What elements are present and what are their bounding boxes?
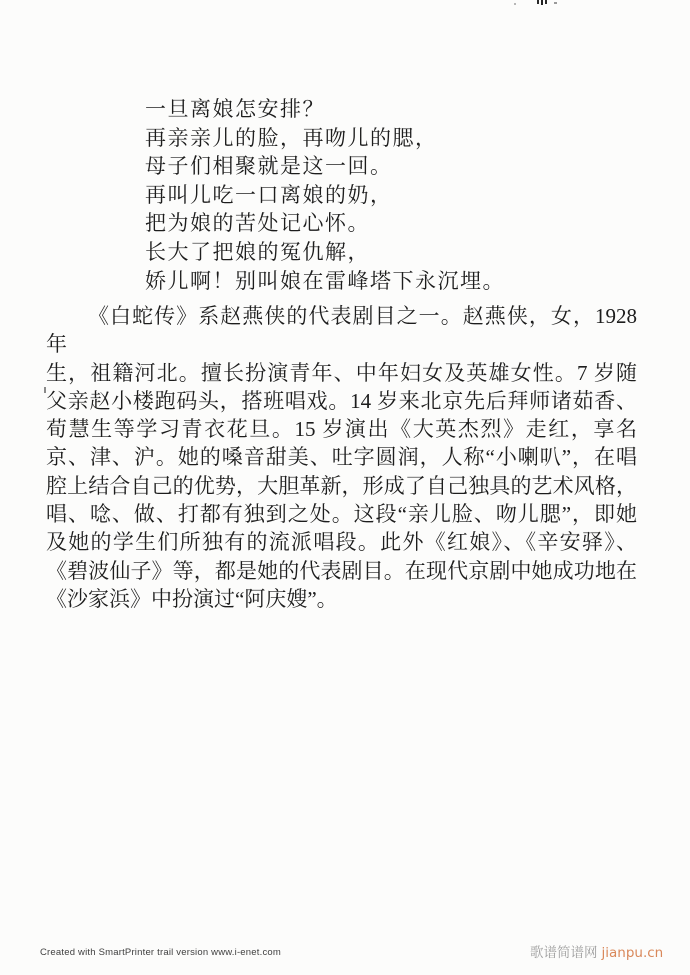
lyric-verse-line: 长大了把娘的冤仇解， — [145, 239, 370, 264]
lyric-verse-line: 娇儿啊！别叫娘在雷峰塔下永沉埋。 — [145, 268, 505, 293]
scan-artifact-tick — [537, 0, 539, 4]
biography-line: 唱、唸、做、打都有独到之处。这段“亲儿脸、吻儿腮”，即她 — [46, 502, 637, 527]
biography-line: 父亲赵小楼跑码头，搭班唱戏。14 岁来北京先后拜师诸茹香、 — [46, 388, 637, 413]
scan-artifact-tick — [545, 0, 547, 4]
site-name-label: 歌谱简谱网 — [530, 945, 598, 961]
biography-line: 及她的学生们所独有的流派唱段。此外《红娘》、《辛安驿》、 — [46, 530, 637, 555]
lyric-verse-line: 把为娘的苦处记心怀。 — [145, 211, 370, 236]
biography-line: 《碧波仙子》等，都是她的代表剧目。在现代京剧中她成功地在 — [46, 558, 637, 583]
biography-line: 京、津、沪。她的嗓音甜美、吐字圆润，人称“小喇叭”，在唱 — [46, 445, 637, 470]
lyric-verse-line: 再叫儿吃一口离娘的奶， — [145, 182, 393, 207]
printer-watermark-text: Created with SmartPrinter trail version www.i-enet.com — [40, 947, 281, 958]
lyric-verse-line: 再亲亲儿的脸，再吻儿的腮， — [145, 125, 438, 150]
lyric-verse-line: 母子们相聚就是这一回。 — [145, 154, 393, 179]
scan-artifact-tick — [541, 0, 543, 5]
biography-line: 荀慧生等学习青衣花旦。15 岁演出《大英杰烈》走红，享名 — [46, 417, 637, 442]
scan-artifact-speck — [514, 3, 516, 5]
site-url-label: jianpu.cn — [601, 945, 664, 961]
lyric-verse-block — [145, 95, 505, 295]
biography-line: 《沙家浜》中扮演过“阿庆嫂”。 — [46, 586, 338, 611]
lyric-verse-line: 一旦离娘怎安排？ — [145, 97, 325, 121]
biography-line: 生，祖籍河北。擅长扮演青年、中年妇女及英雄女性。7 岁随 — [46, 360, 637, 385]
site-watermark — [530, 941, 663, 961]
biography-line: 《白蛇传》系赵燕侠的代表剧目之一。赵燕侠，女，1928 年 — [46, 304, 637, 357]
biography-paragraph — [46, 302, 637, 613]
biography-line: 腔上结合自己的优势，大胆革新，形成了自己独具的艺术风格， — [46, 473, 637, 498]
scan-artifact-speck — [554, 2, 557, 4]
